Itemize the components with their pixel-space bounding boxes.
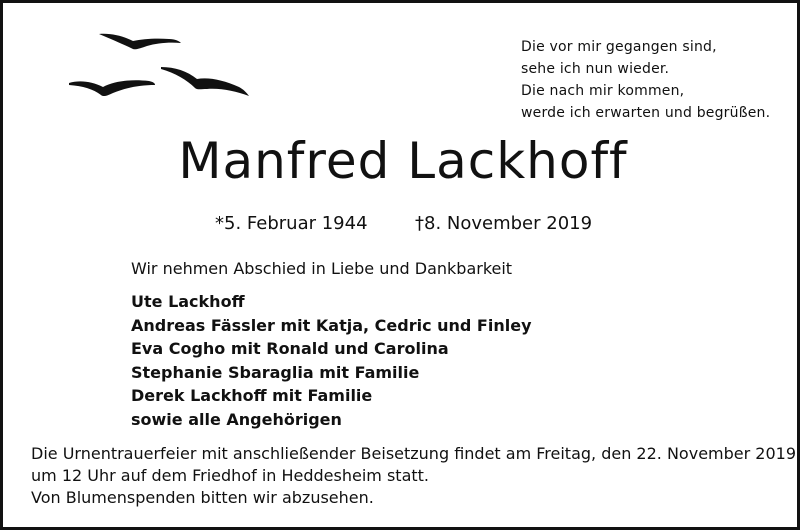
info-line: Die Urnentrauerfeier mit anschließender Beisetzung findet am Freitag, den 22. November 2019	[31, 444, 796, 463]
bird-icon	[99, 34, 181, 49]
info-line: um 12 Uhr auf dem Friedhof in Heddesheim statt.	[31, 466, 430, 485]
mourner-entry: Stephanie Sbaraglia mit Familie	[131, 362, 420, 382]
mourner-entry: Eva Cogho mit Ronald und Carolina	[131, 339, 449, 358]
poem-line: Die nach mir kommen,	[521, 83, 685, 99]
bird-icon	[161, 67, 249, 96]
mourners-list	[131, 290, 532, 431]
flying-birds-icon	[63, 25, 253, 105]
deceased-name: Manfred Lackhoff	[178, 132, 628, 190]
poem	[521, 36, 791, 124]
poem-line: Die vor mir gegangen sind,	[521, 39, 717, 55]
farewell-text: Wir nehmen Abschied in Liebe und Dankbarkeit	[131, 259, 513, 278]
mourner-entry: Andreas Fässler mit Katja, Cedric und Finley	[131, 315, 532, 335]
bird-icon	[69, 80, 155, 96]
poem-line: sehe ich nun wieder.	[521, 61, 670, 77]
mourner-entry: Derek Lackhoff mit Familie	[131, 386, 373, 405]
mourner-entry: sowie alle Angehörigen	[131, 409, 342, 429]
death-date: †8. November 2019	[415, 213, 593, 234]
mourner-entry: Ute Lackhoff	[131, 292, 245, 311]
birth-date: *5. Februar 1944	[215, 213, 368, 234]
poem-line: werde ich erwarten und begrüßen.	[521, 105, 771, 121]
ceremony-info	[31, 443, 796, 509]
info-line: Von Blumenspenden bitten wir abzusehen.	[31, 488, 374, 507]
